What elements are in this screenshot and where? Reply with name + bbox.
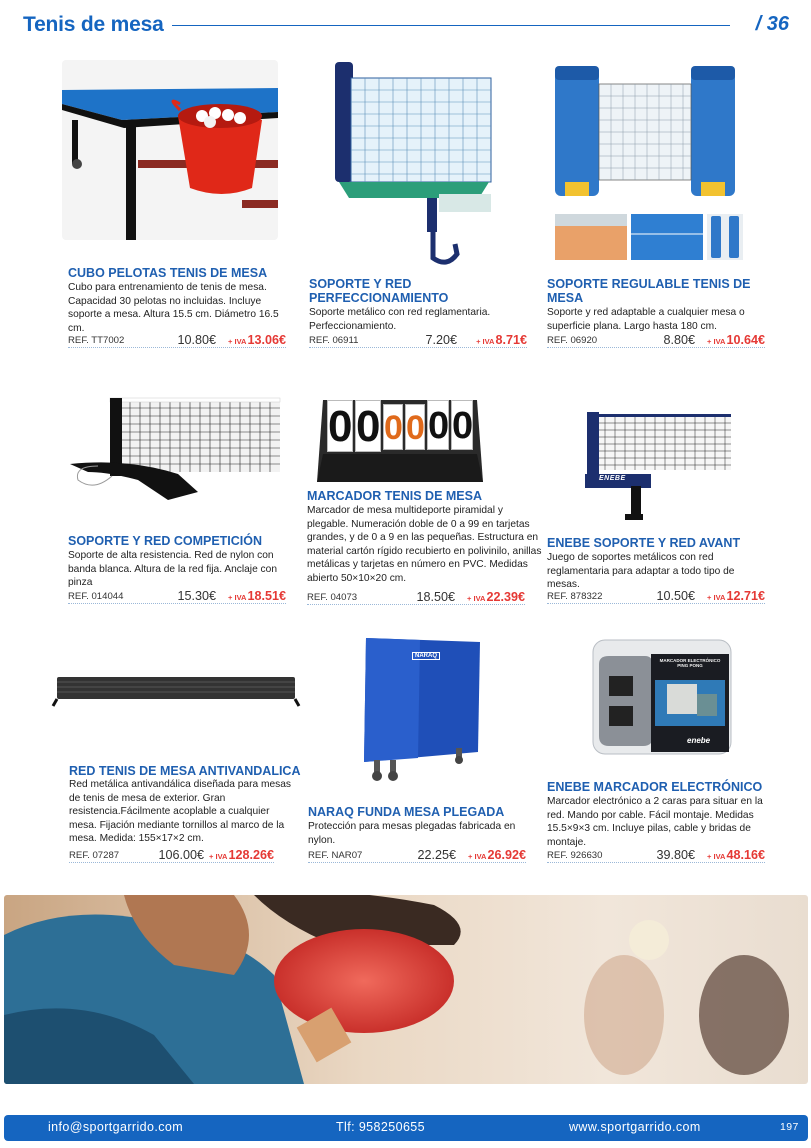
product-ref: REF. 06920 xyxy=(547,335,598,346)
price-with-iva xyxy=(209,848,274,862)
price-with-iva xyxy=(468,848,526,862)
footer-website[interactable]: www.sportgarrido.com xyxy=(569,1120,701,1134)
price-base: 7.20€ xyxy=(425,333,457,347)
product-ref: REF. 014044 xyxy=(68,591,124,602)
iva-label: + IVA xyxy=(209,852,228,861)
product-ref: REF. 04073 xyxy=(307,592,358,603)
iva-price: 8.71€ xyxy=(495,333,527,347)
price-base: 15.30€ xyxy=(177,589,216,603)
iva-label: + IVA xyxy=(228,593,247,602)
product-ref: REF. 06911 xyxy=(309,335,359,346)
product-name: CUBO PELOTAS TENIS DE MESA xyxy=(68,266,268,280)
product-ref: REF. 07287 xyxy=(69,850,120,861)
price-row xyxy=(69,849,274,863)
iva-label: + IVA xyxy=(467,594,486,603)
price-base: 106.00€ xyxy=(158,848,204,862)
product-card-marcador xyxy=(307,394,547,614)
product-card-cubo-pelotas xyxy=(68,58,308,358)
product-description: Marcador de mesa multideporte piramidal y plegable. Numeración doble de 0 a 99 en tarjetas grandes, y de 0 a 9 en las pequeñas. Estructura en material cartón rígido recubierto en polivinilo, anillas metálicas y tarjetas en número en PVC. Medidas abierto 50×10×20 cm. xyxy=(307,505,542,584)
product-description: Juego de soportes metálicos con red reglamentaria para adaptar a todo tipo de mesas. xyxy=(547,552,735,591)
product-description: Soporte y red adaptable a cualquier mesa o superficie plana. Largo hasta 180 cm. xyxy=(547,307,745,332)
product-name: ENEBE MARCADOR ELECTRÓNICO xyxy=(547,780,763,794)
page-header xyxy=(0,0,811,50)
price-base: 10.50€ xyxy=(656,589,695,603)
iva-label: + IVA xyxy=(476,337,495,346)
product-description: Marcador electrónico a 2 caras para situar en la red. Mando por cable. Fácil montaje. Medidas 15.5×9×3 cm. Incluye pilas, cable y bridas de montaje. xyxy=(547,796,763,848)
product-description: Protección para mesas plegadas fabricada en nylon. xyxy=(308,821,516,846)
price-row xyxy=(307,591,525,605)
product-name: NARAQ FUNDA MESA PLEGADA xyxy=(308,805,505,819)
table-cover-product-image xyxy=(360,636,486,784)
enebe-brand-label: ENEBE xyxy=(599,475,626,482)
naraq-brand-label: NARAQ xyxy=(412,652,440,660)
bucket-product-image xyxy=(62,60,278,240)
adjustable-net-product-image xyxy=(551,64,747,264)
iva-price: 18.51€ xyxy=(247,589,286,603)
price-with-iva xyxy=(228,333,286,347)
price-with-iva xyxy=(476,333,527,347)
product-description: Soporte de alta resistencia. Red de nylon con banda blanca. Altura de la red fija. Anclaje con pinza xyxy=(68,550,277,589)
iva-label: + IVA xyxy=(707,852,726,861)
product-ref: REF. 878322 xyxy=(547,591,603,602)
scoreboard-product-image xyxy=(315,394,485,484)
scoreboard-card: 0 xyxy=(405,404,425,450)
price-with-iva xyxy=(228,589,286,603)
iva-label: + IVA xyxy=(707,337,726,346)
product-name: SOPORTE Y RED COMPETICIÓN xyxy=(68,534,263,548)
iva-price: 26.92€ xyxy=(487,848,526,862)
section-title: Tenis de mesa xyxy=(23,13,164,36)
iva-price: 12.71€ xyxy=(726,589,765,603)
product-card-naraq-funda xyxy=(308,634,548,874)
price-with-iva xyxy=(467,590,525,604)
section-page-label: / 36 xyxy=(755,13,789,35)
price-row xyxy=(547,590,765,604)
scoreboard-card: 0 xyxy=(451,400,473,450)
electronic-box-brand: enebe xyxy=(687,736,711,745)
electronic-scoreboard-product-image xyxy=(589,636,735,760)
price-row xyxy=(68,590,286,604)
scoreboard-card: 0 xyxy=(427,400,449,450)
enebe-net-product-image xyxy=(583,410,733,530)
product-name: ENEBE SOPORTE Y RED AVANT xyxy=(547,536,741,550)
scoreboard-card: 0 xyxy=(383,404,403,450)
iva-price: 22.39€ xyxy=(486,590,525,604)
product-name: SOPORTE Y RED PERFECCIONAMIENTO xyxy=(309,277,449,305)
product-description: Soporte metálico con red reglamentaria. Perfeccionamiento. xyxy=(309,307,491,332)
scoreboard-card: 0 xyxy=(328,402,353,451)
iva-label: + IVA xyxy=(228,337,247,346)
price-with-iva xyxy=(707,848,765,862)
product-card-enebe-marcador-electronico xyxy=(547,634,787,874)
iva-price: 48.16€ xyxy=(726,848,765,862)
price-row xyxy=(68,334,286,348)
product-card-soporte-competicion xyxy=(68,394,308,614)
product-description: Red metálica antivandálica diseñada para mesas de tenis de mesa de exterior. Gran resistencia.Fácilmente acoplable a cualquier mesa. Fijación mediante tornillos al marco de la mesa. Medida: 155×17×2 cm. xyxy=(69,779,291,845)
iva-label: + IVA xyxy=(468,852,487,861)
footer-email[interactable]: info@sportgarrido.com xyxy=(48,1120,184,1134)
price-with-iva xyxy=(707,589,765,603)
product-description: Cubo para entrenamiento de tenis de mesa. Capacidad 30 pelotas no incluidas. Incluye soporte a mesa. Altura 15.5 cm. Diámetro 16.5 cm. xyxy=(68,282,279,334)
scoreboard-card: 0 xyxy=(356,402,381,451)
product-name: MARCADOR TENIS DE MESA xyxy=(307,489,483,503)
product-card-soporte-perfeccionamiento xyxy=(309,58,549,358)
price-row xyxy=(309,334,527,348)
product-ref: REF. 926630 xyxy=(547,850,603,861)
product-card-soporte-regulable xyxy=(547,58,787,358)
header-rule xyxy=(172,25,730,26)
price-base: 18.50€ xyxy=(416,590,455,604)
product-name: SOPORTE REGULABLE TENIS DE MESA xyxy=(547,277,751,305)
product-ref: REF. NAR07 xyxy=(308,850,363,861)
price-row xyxy=(547,849,765,863)
price-base: 8.80€ xyxy=(663,333,695,347)
iva-price: 128.26€ xyxy=(228,848,274,862)
price-row xyxy=(547,334,765,348)
price-base: 39.80€ xyxy=(656,848,695,862)
table-tennis-player-banner-image xyxy=(4,895,808,1084)
iva-price: 10.64€ xyxy=(726,333,765,347)
product-card-red-antivandalica xyxy=(69,634,309,874)
product-ref: REF. TT7002 xyxy=(68,335,125,346)
footer-phone: Tlf: 958250655 xyxy=(336,1120,425,1134)
footer-page-number: 197 xyxy=(780,1121,799,1133)
iva-label: + IVA xyxy=(707,593,726,602)
net-post-product-image xyxy=(329,58,499,274)
price-base: 10.80€ xyxy=(177,333,216,347)
electronic-box-label: MARCADOR ELECTRÓNICO PING PONG xyxy=(659,658,721,668)
metal-net-product-image xyxy=(51,674,301,710)
price-with-iva xyxy=(707,333,765,347)
product-card-enebe-soporte-avant xyxy=(547,394,787,614)
iva-price: 13.06€ xyxy=(247,333,286,347)
price-row xyxy=(308,849,526,863)
product-name: RED TENIS DE MESA ANTIVANDALICA xyxy=(69,764,301,778)
page-footer xyxy=(4,1115,808,1141)
competition-net-product-image xyxy=(68,396,284,504)
price-base: 22.25€ xyxy=(417,848,456,862)
